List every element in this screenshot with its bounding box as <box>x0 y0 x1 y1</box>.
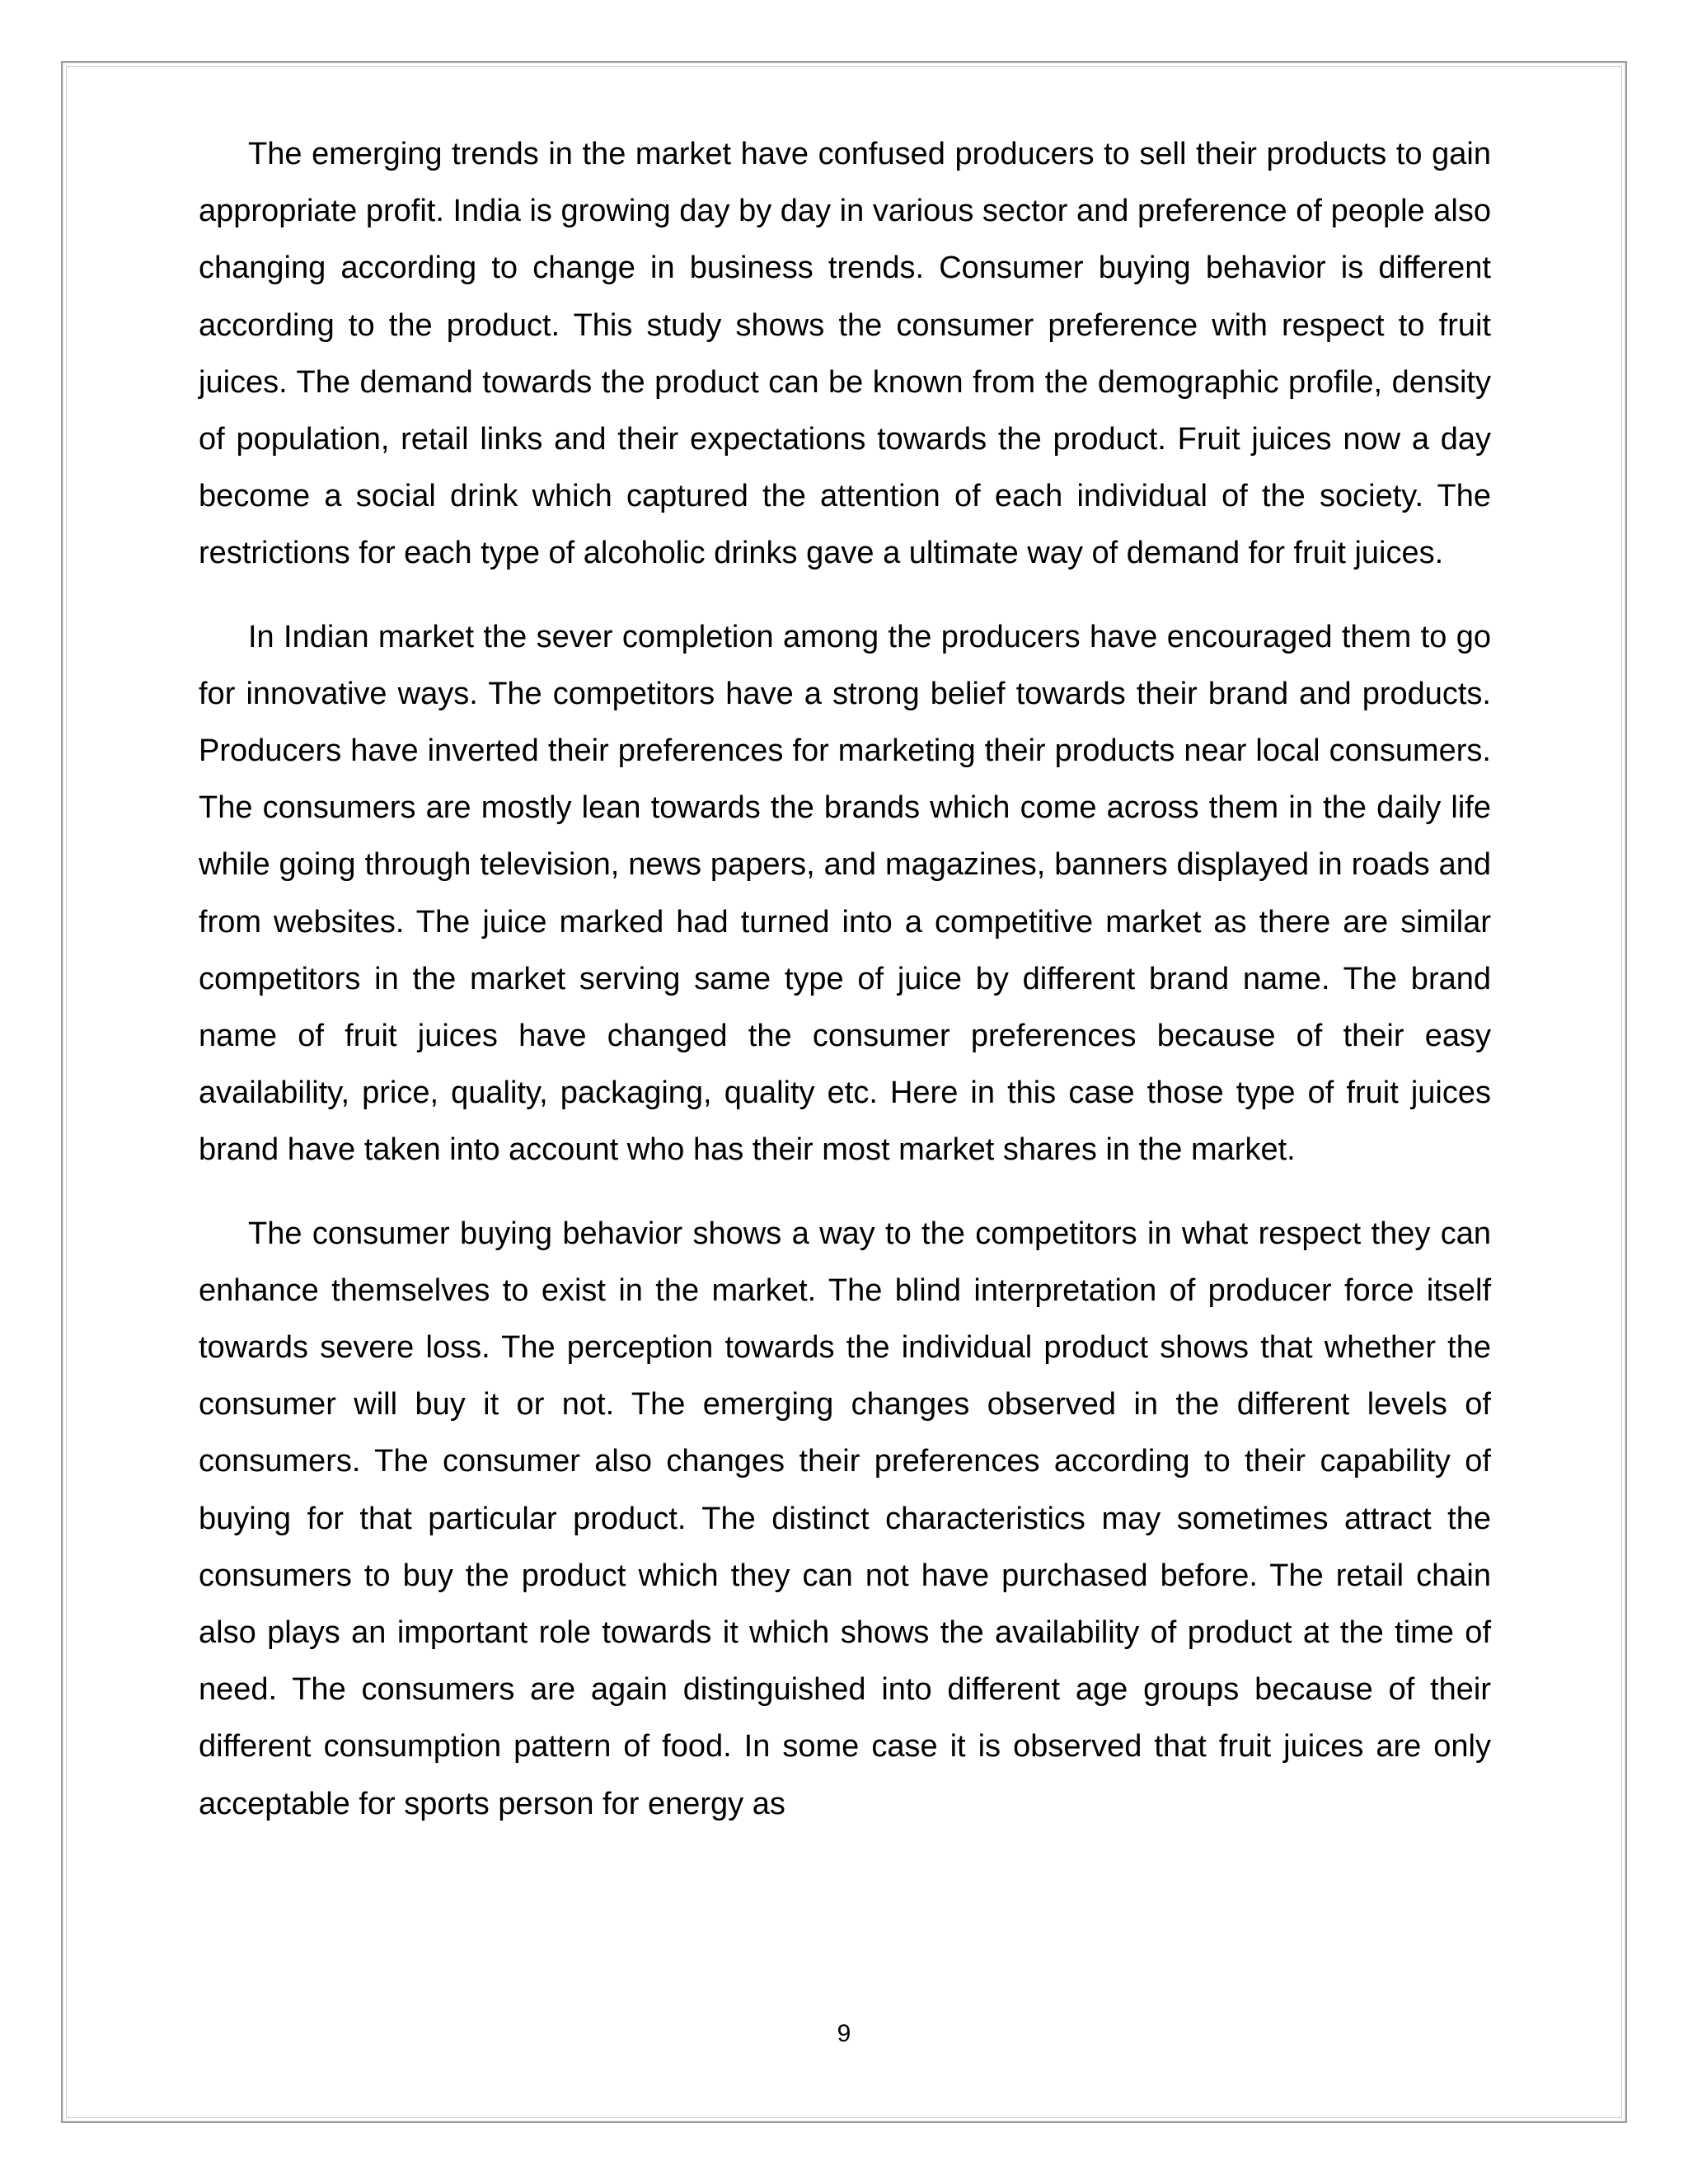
paragraph-2: In Indian market the sever completion among the producers have encouraged them to go for innovative ways. The competitors have a strong belief towards their brand and products. Producers have inverted their preferences for marketing their products near local consumers. The consumers are mostly lean towards the brands which come across them in the daily life while going through television, news papers, and magazines, banners displayed in roads and from websites. The juice marked had turned into a competitive market as there are similar competitors in the market serving same type of juice by different brand name. The brand name of fruit juices have changed the consumer preferences because of their easy availability, price, quality, packaging, quality etc. Here in this case those type of fruit juices brand have taken into account who has their most market shares in the market. <box>199 619 1491 1168</box>
paragraph-1: The emerging trends in the market have confused producers to sell their products to gain appropriate profit. India is growing day by day in various sector and preference of people also changing according to change in business trends. Consumer buying behavior is different according to the product. This study shows the consumer preference with respect to fruit juices. The demand towards the product can be known from the demographic profile, density of population, retail links and their expectations towards the product. Fruit juices now a day become a social drink which captured the attention of each individual of the society. The restrictions for each type of alcoholic drinks gave a ultimate way of demand for fruit juices. <box>199 137 1491 571</box>
page-number: 9 <box>837 2020 851 2047</box>
paragraph-3: The consumer buying behavior shows a way to the competitors in what respect they can enhance themselves to exist in the market. The blind interpretation of producer force itself towards severe loss. The perception towards the individual product shows that whether the consumer will buy it or not. The emerging changes observed in the different levels of consumers. The consumer also changes their preferences according to their capability of buying for that particular product. The distinct characteristics may sometimes attract the consumers to buy the product which they can not have purchased before. The retail chain also plays an important role towards it which shows the availability of product at the time of need. The consumers are again distinguished into different age groups because of their different consumption pattern of food. In some case it is observed that fruit juices are only acceptable for sports person for energy as <box>199 1216 1491 1821</box>
document-body <box>199 126 1491 1859</box>
